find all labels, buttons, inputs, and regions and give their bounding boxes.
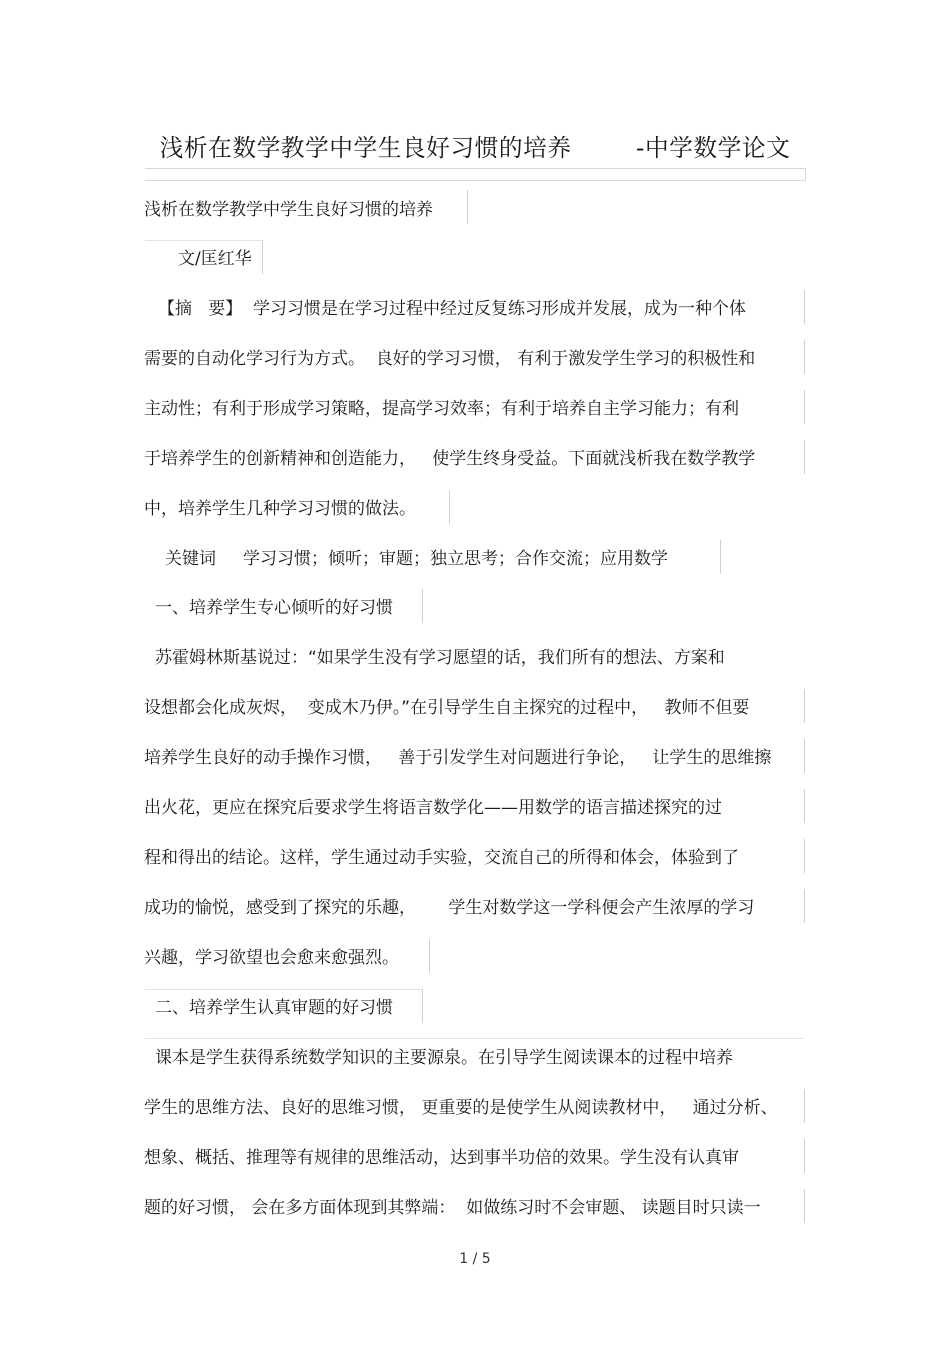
text-box-edge bbox=[429, 939, 430, 973]
text-box-edge bbox=[262, 240, 263, 274]
text-box-edge bbox=[145, 989, 422, 990]
abstract-line: 于培养学生的创新精神和创造能力， 使学生终身受益。下面就浅析我在数学教学 bbox=[144, 449, 756, 469]
text-box-edge bbox=[145, 240, 262, 241]
page-number: 1 / 5 bbox=[459, 1251, 491, 1267]
text-box-edge bbox=[804, 739, 805, 773]
keywords: 关键词 学习习惯；倾听；审题；独立思考；合作交流；应用数学 bbox=[165, 549, 669, 569]
body-line: 出火花，更应在探究后要求学生将语言数学化——用数学的语言描述探究的过 bbox=[144, 798, 722, 818]
text-box-edge bbox=[467, 190, 468, 224]
text-box-edge bbox=[804, 689, 805, 723]
body-line: 兴趣，学习欲望也会愈来愈强烈。 bbox=[144, 948, 399, 968]
body-line: 设想都会化成灰烬， 变成木乃伊。”在引导学生自主探究的过程中， 教师不但要 bbox=[144, 698, 750, 718]
text-box-edge bbox=[804, 440, 805, 474]
text-box-edge bbox=[804, 290, 805, 324]
body-line: 题的好习惯， 会在多方面体现到其弊端： 如做练习时不会审题、 读题目时只读一 bbox=[144, 1198, 761, 1218]
abstract-line: 需要的自动化学习行为方式。 良好的学习习惯， 有利于激发学生学习的积极性和 bbox=[144, 349, 756, 369]
text-box-edge bbox=[804, 390, 805, 424]
abstract-line: 【摘 要】 学习习惯是在学习过程中经过反复练习形成并发展，成为一种个体 bbox=[158, 299, 747, 319]
article-subtitle: 浅析在数学教学中学生良好习惯的培养 bbox=[144, 200, 433, 220]
article-author: 文/匡红华 bbox=[178, 249, 252, 269]
text-box-edge bbox=[145, 1038, 804, 1039]
text-box-edge bbox=[804, 839, 805, 873]
body-line: 苏霍姆林斯基说过：“如果学生没有学习愿望的话，我们所有的想法、方案和 bbox=[155, 648, 725, 668]
text-box-edge bbox=[422, 589, 423, 623]
text-box-edge bbox=[720, 540, 721, 574]
text-box-edge bbox=[804, 889, 805, 923]
document-title: 浅析在数学教学中学生良好习惯的培养 -中学数学论文 bbox=[159, 134, 791, 162]
title-divider bbox=[145, 168, 806, 181]
text-box-edge bbox=[804, 1139, 805, 1173]
text-box-edge bbox=[804, 789, 805, 823]
text-box-edge bbox=[804, 340, 805, 374]
text-box-edge bbox=[804, 1189, 805, 1223]
text-box-edge bbox=[449, 490, 450, 524]
section-heading: 一、培养学生专心倾听的好习惯 bbox=[155, 598, 393, 618]
text-box-edge bbox=[804, 1089, 805, 1123]
body-line: 想象、概括、推理等有规律的思维活动，达到事半功倍的效果。学生没有认真审 bbox=[144, 1148, 739, 1168]
body-line: 学生的思维方法、良好的思维习惯， 更重要的是使学生从阅读教材中， 通过分析、 bbox=[144, 1098, 778, 1118]
section-heading: 二、培养学生认真审题的好习惯 bbox=[155, 998, 393, 1018]
text-box-edge bbox=[422, 989, 423, 1023]
body-line: 成功的愉悦，感受到了探究的乐趣， 学生对数学这一学科便会产生浓厚的学习 bbox=[144, 898, 755, 918]
body-line: 程和得出的结论。这样，学生通过动手实验，交流自己的所得和体会，体验到了 bbox=[144, 848, 739, 868]
abstract-line: 主动性；有利于形成学习策略，提高学习效率；有利于培养自主学习能力；有利 bbox=[144, 399, 739, 419]
body-line: 培养学生良好的动手操作习惯， 善于引发学生对问题进行争论， 让学生的思维擦 bbox=[144, 748, 772, 768]
body-line: 课本是学生获得系统数学知识的主要源泉。在引导学生阅读课本的过程中培养 bbox=[155, 1048, 733, 1068]
abstract-line: 中，培养学生几种学习习惯的做法。 bbox=[144, 499, 416, 519]
